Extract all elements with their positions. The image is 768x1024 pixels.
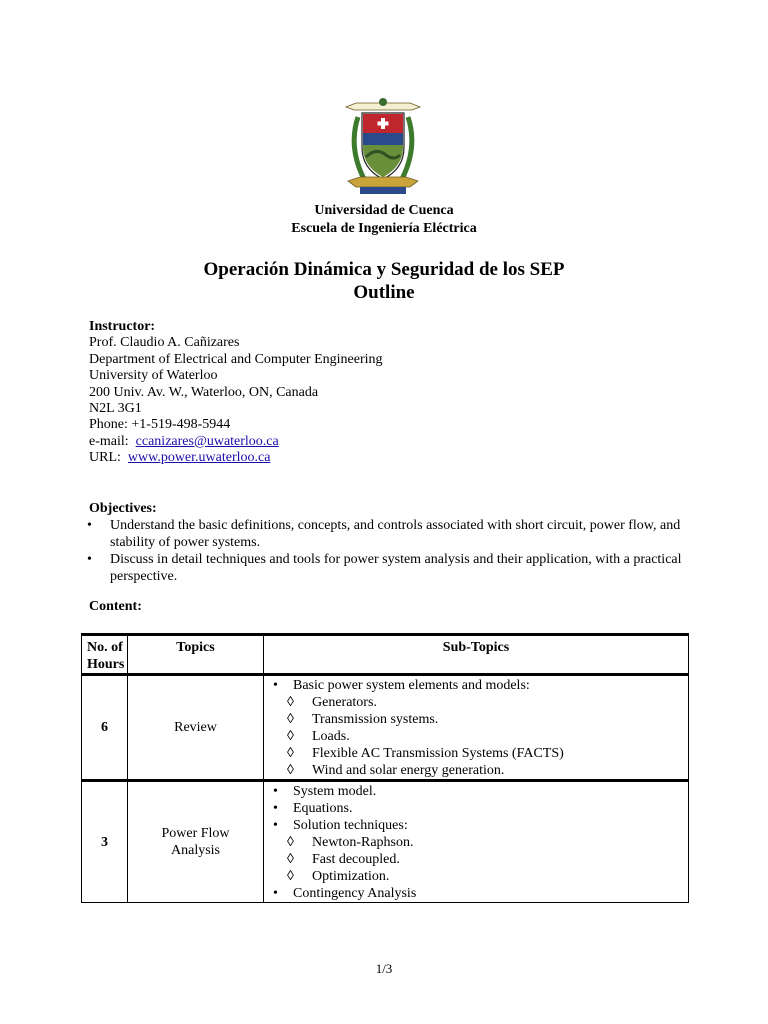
- bullet-icon: •: [87, 518, 92, 533]
- subtopic-item: [270, 834, 688, 851]
- subtopic-item: [270, 868, 688, 885]
- cell-hours: 6: [82, 675, 128, 781]
- url-label: URL:: [89, 450, 121, 466]
- subtopic-item: [270, 728, 688, 745]
- course-title-line2: Outline: [353, 282, 415, 303]
- objectives-list: [89, 517, 689, 585]
- cell-topic: [128, 781, 264, 903]
- cell-topic: [128, 675, 264, 781]
- subtopic-text: Wind and solar energy generation.: [312, 763, 505, 778]
- subtopic-item: [270, 694, 688, 711]
- email-link[interactable]: ccanizares@uwaterloo.ca: [135, 433, 279, 449]
- subtopic-item: [270, 677, 688, 694]
- subtopic-text: Solution techniques:: [293, 818, 408, 833]
- content-label: Content:: [89, 599, 142, 614]
- course-title-line1: Operación Dinámica y Seguridad de los SEP: [203, 259, 565, 280]
- table-header-row: [82, 635, 689, 675]
- subtopic-text: Equations.: [293, 801, 353, 816]
- diamond-icon: ◊: [287, 695, 294, 710]
- header-hours-line2: Hours: [87, 657, 125, 672]
- subtopic-text: Basic power system elements and models:: [293, 678, 530, 693]
- instructor-name: Prof. Claudio A. Cañizares: [89, 335, 240, 351]
- subtopic-text: Fast decoupled.: [312, 852, 400, 867]
- subtopic-text: Contingency Analysis: [293, 886, 417, 901]
- diamond-icon: ◊: [287, 712, 294, 727]
- topic-line: Review: [174, 720, 217, 735]
- instructor-address: 200 Univ. Av. W., Waterloo, ON, Canada: [89, 384, 319, 400]
- subtopic-item: [270, 711, 688, 728]
- diamond-icon: ◊: [287, 763, 294, 778]
- table-row: [82, 675, 689, 781]
- topic-line: Power Flow: [161, 826, 230, 841]
- diamond-icon: ◊: [287, 852, 294, 867]
- instructor-url-line: [89, 450, 689, 466]
- diamond-icon: ◊: [287, 729, 294, 744]
- instructor-phone: Phone: +1-519-498-5944: [89, 417, 231, 433]
- subtopic-item: [270, 885, 688, 902]
- subtopic-item: [270, 783, 688, 800]
- objective-text-line: stability of power systems.: [110, 535, 261, 550]
- diamond-icon: ◊: [287, 835, 294, 850]
- header-hours-line1: No. of: [87, 640, 123, 655]
- bullet-icon: •: [273, 678, 278, 693]
- bullet-icon: •: [87, 552, 92, 567]
- subtopic-text: Generators.: [312, 695, 377, 710]
- diamond-icon: ◊: [287, 869, 294, 884]
- bullet-icon: •: [273, 818, 278, 833]
- email-label: e-mail:: [89, 433, 129, 449]
- subtopic-item: [270, 745, 688, 762]
- subtopic-item: [270, 851, 688, 868]
- objective-item: [88, 551, 689, 585]
- objective-text-line: Understand the basic definitions, concepts, and controls associated with short circuit, power flow, and: [110, 518, 681, 533]
- header-subtopics: Sub-Topics: [264, 635, 689, 675]
- objectives-label: Objectives:: [89, 501, 157, 516]
- diamond-icon: ◊: [287, 746, 294, 761]
- content-table: [81, 633, 689, 903]
- page-number: 1/3: [375, 961, 393, 976]
- cell-subtopics: [264, 675, 689, 781]
- subtopic-text: Flexible AC Transmission Systems (FACTS): [312, 746, 564, 761]
- subtopic-text: Loads.: [312, 729, 350, 744]
- subtopic-item: [270, 762, 688, 779]
- objective-item: [88, 517, 689, 551]
- course-title: [0, 258, 768, 304]
- instructor-label: Instructor:: [89, 319, 156, 334]
- school-name: Escuela de Ingeniería Eléctrica: [291, 221, 477, 236]
- subtopic-text: Transmission systems.: [312, 712, 439, 727]
- instructor-university: University of Waterloo: [89, 368, 218, 384]
- objective-text-line: Discuss in detail techniques and tools for power system analysis and their application, with a practical: [110, 552, 682, 567]
- subtopic-text: System model.: [293, 784, 377, 799]
- bullet-icon: •: [273, 886, 278, 901]
- header-topics: Topics: [128, 635, 264, 675]
- subtopic-item: [270, 817, 688, 834]
- objectives-section: [89, 500, 689, 585]
- instructor-email-line: [89, 434, 689, 450]
- instructor-block: [89, 319, 689, 467]
- table-row: [82, 781, 689, 903]
- subtopic-item: [270, 800, 688, 817]
- instructor-department: Department of Electrical and Computer Engineering: [89, 351, 383, 367]
- university-crest-logo: [342, 97, 424, 195]
- instructor-postal-code: N2L 3G1: [89, 401, 142, 417]
- objective-text-line: perspective.: [110, 569, 178, 584]
- bullet-icon: •: [273, 784, 278, 799]
- university-name: Universidad de Cuenca: [314, 203, 454, 218]
- institution-heading: [0, 202, 768, 238]
- cell-hours: 3: [82, 781, 128, 903]
- subtopic-text: Newton-Raphson.: [312, 835, 414, 850]
- cell-subtopics: [264, 781, 689, 903]
- topic-line: Analysis: [171, 843, 220, 858]
- header-hours: [82, 635, 128, 675]
- bullet-icon: •: [273, 801, 278, 816]
- website-link[interactable]: www.power.uwaterloo.ca: [127, 450, 271, 466]
- subtopic-text: Optimization.: [312, 869, 390, 884]
